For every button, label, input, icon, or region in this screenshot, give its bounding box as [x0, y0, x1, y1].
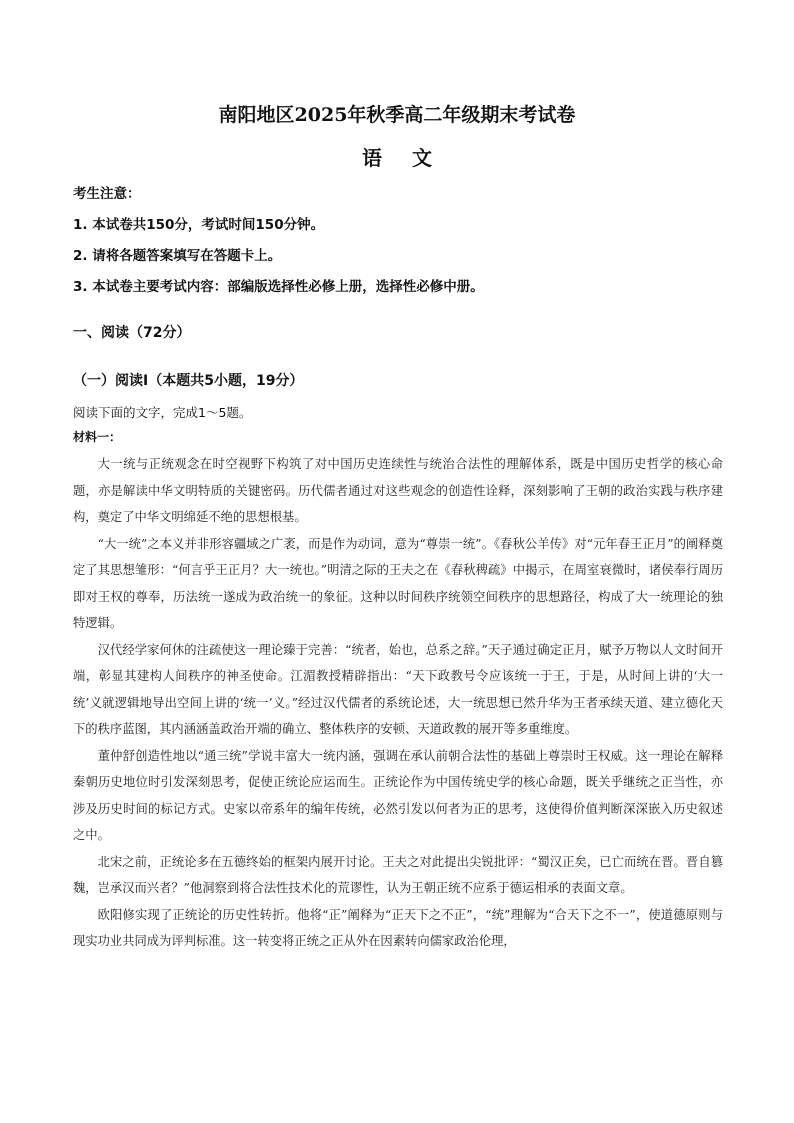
notice-heading: 考生注意：	[73, 186, 141, 202]
notice-item-3: 3. 本试卷主要考试内容：部编版选择性必修上册，选择性必修中册。	[73, 279, 484, 295]
section-subtitle: （一）阅读Ⅰ（本题共5小题，19分）	[73, 373, 304, 389]
notice-item-1: 1. 本试卷共150分，考试时间150分钟。	[73, 217, 325, 233]
notice-item-2: 2. 请将各题答案填写在答题卡上。	[73, 248, 282, 264]
material-label: 材料一：	[73, 430, 122, 444]
section-title: 一、阅读（72分）	[73, 325, 191, 341]
passage-paragraph: “大一统”之本义并非形容疆域之广袤，而是作为动词，意为“尊崇一统”。《春秋公羊传》对“元年春王正月”的阐释奠定了其思想雏形：“何言乎王正月？大一统也。”明清之际的王夫之在《春秋稗疏》中揭示，在周室衰微时，诸侯奉行周历即对王权的尊奉，历法统一遂成为政治统一的象征。这种以时间秩序统领空间秩序的思想路径，构成了大一统理论的独特逻辑。	[73, 536, 723, 630]
reading-passage	[73, 451, 723, 955]
passage-paragraph: 北宋之前，正统论多在五德终始的框架内展开讨论。王夫之对此提出尖锐批评：“蜀汉正矣，已亡而统在晋。晋自篡魏，岂承汉而兴者？”他洞察到将合法性技术化的荒谬性，认为王朝正统不应系于德运相承的表面文章。	[73, 854, 723, 895]
passage-paragraph: 欧阳修实现了正统论的历史性转折。他将“正”阐释为“正天下之不正”，“统”理解为“合天下之不一”，使道德原则与现实功业共同成为评判标准。这一转变将正统之正从外在因素转向儒家政治伦理，	[73, 907, 723, 948]
passage-paragraph: 汉代经学家何休的注疏使这一理论臻于完善：“统者，始也，总系之辞。”天子通过确定正月，赋予万物以人文时间开端，彰显其建构人间秩序的神圣使命。江湄教授精辟指出：“天下政教号令应该统一于王，于是，从时间上讲的‘大一统’义就逻辑地导出空间上讲的‘统一’义。”经过汉代儒者的系统论述，大一统思想已然升华为王者承续天道、建立德化天下的秩序蓝图，其内涵涵盖政治开端的确立、整体秩序的安顿、天道政教的展开等多重维度。	[73, 642, 723, 736]
subject-title: 语文	[362, 146, 462, 170]
passage-paragraph: 董仲舒创造性地以“通三统”学说丰富大一统内涵，强调在承认前朝合法性的基础上尊崇时王权威。这一理论在解释秦朝历史地位时引发深刻思考，促使正统论应运而生。正统论作为中国传统史学的核心命题，既关乎继统之正当性，亦涉及历史时间的标记方式。史家以帝系年的编年传统，必然引发以何者为正的思考，这使得价值判断深深嵌入历史叙述之中。	[73, 748, 723, 842]
passage-paragraph: 大一统与正统观念在时空视野下构筑了对中国历史连续性与统治合法性的理解体系，既是中国历史哲学的核心命题，亦是解读中华文明特质的关键密码。历代儒者通过对这些观念的创造性诠释，深刻影响了王朝的政治实践与秩序建构，奠定了中华文明绵延不绝的思想根基。	[73, 457, 723, 524]
reading-instruction: 阅读下面的文字，完成1～5题。	[73, 405, 252, 420]
exam-title: 南阳地区2025年秋季高二年级期末考试卷	[218, 104, 576, 126]
